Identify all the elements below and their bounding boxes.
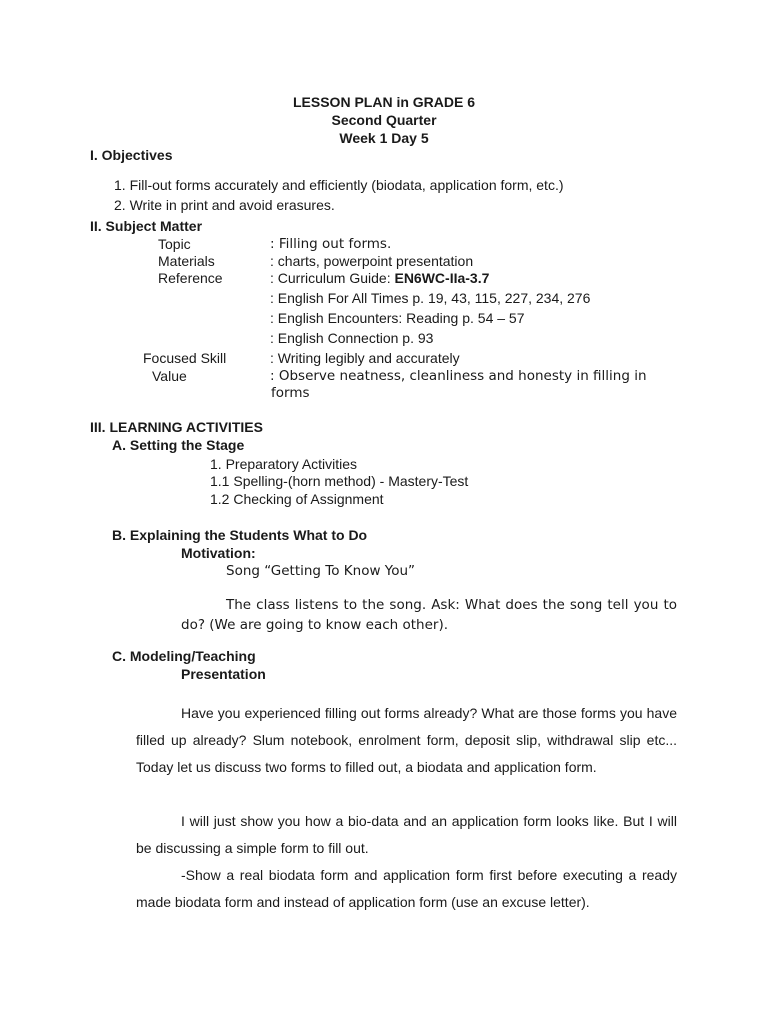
- preparatory-activities: 1. Preparatory Activities: [210, 456, 358, 472]
- reference-label: Reference: [158, 270, 223, 286]
- learning-activities-heading: III. LEARNING ACTIVITIES: [90, 419, 263, 435]
- presentation-paragraph-3: -Show a real biodata form and application form first before executing a ready made biodata form and instead of application form (use an excuse letter).: [136, 867, 677, 910]
- section-b-heading: B. Explaining the Students What to Do: [112, 527, 368, 543]
- reference-line-2: : English Encounters: Reading p. 54 – 57: [270, 310, 525, 326]
- presentation-paragraph-2: I will just show you how a bio-data and an application form looks like. But I will be discussing a simple form to fill out.: [136, 813, 677, 856]
- curriculum-code: EN6WC-IIa-3.7: [394, 270, 490, 286]
- motivation-subheading: Motivation:: [181, 545, 256, 561]
- topic-value: : Filling out forms.: [270, 236, 392, 252]
- materials-value: : charts, powerpoint presentation: [270, 253, 474, 269]
- reference-value: [270, 270, 489, 287]
- reference-line-3: : English Connection p. 93: [270, 330, 434, 346]
- presentation-subheading: Presentation: [181, 666, 266, 682]
- song-title: Song “Getting To Know You”: [226, 563, 416, 579]
- objective-item-2: 2. Write in print and avoid erasures.: [114, 197, 335, 213]
- focused-skill-value: : Writing legibly and accurately: [270, 350, 460, 366]
- reference-line-1: : English For All Times p. 19, 43, 115, 227, 234, 276: [270, 290, 591, 306]
- week-subtitle: Week 1 Day 5: [339, 130, 429, 146]
- value-label: Value: [152, 368, 187, 384]
- page-title: LESSON PLAN in GRADE 6: [292, 94, 476, 110]
- spelling-item: 1.1 Spelling-(horn method) - Mastery-Test: [210, 473, 469, 489]
- objectives-heading: I. Objectives: [90, 147, 173, 163]
- section-c-heading: C. Modeling/Teaching: [112, 648, 256, 664]
- subject-matter-heading: II. Subject Matter: [90, 218, 203, 234]
- value-value-line-2: forms: [271, 385, 310, 401]
- materials-label: Materials: [158, 253, 215, 269]
- presentation-paragraph-1: Have you experienced filling out forms already? What are those forms you have filled up already? Slum notebook, enrolment form, deposit slip, withdrawal slip etc... Today let us discuss two forms to filled out, a biodata and application form.: [136, 705, 677, 775]
- focused-skill-label: Focused Skill: [143, 350, 227, 366]
- section-a-heading: A. Setting the Stage: [112, 437, 245, 453]
- topic-label: Topic: [158, 236, 191, 252]
- quarter-subtitle: Second Quarter: [331, 112, 437, 128]
- objective-item-1: 1. Fill-out forms accurately and efficiently (biodata, application form, etc.): [114, 177, 564, 193]
- value-value-line-1: : Observe neatness, cleanliness and honesty in filling in: [270, 368, 647, 384]
- checking-assignment-item: 1.2 Checking of Assignment: [210, 491, 384, 507]
- reference-prefix: : Curriculum Guide:: [270, 270, 395, 286]
- motivation-paragraph: The class listens to the song. Ask: What does the song tell you to do? (We are going to know each other).: [181, 597, 677, 633]
